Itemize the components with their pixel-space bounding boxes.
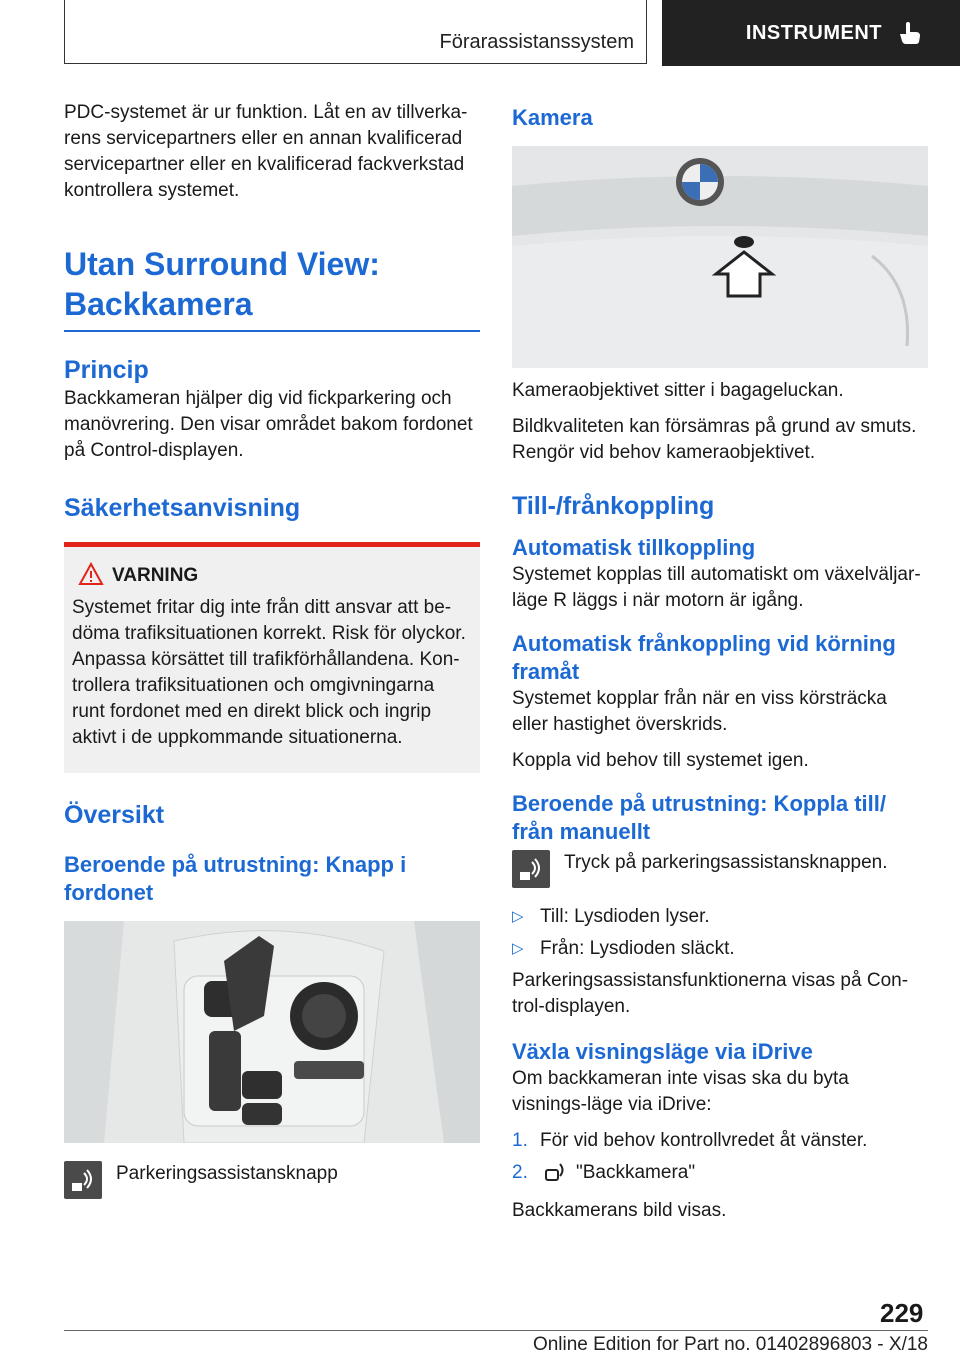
page-number: 229 — [880, 1298, 924, 1328]
auto-on-heading: Automatisk tillkoppling — [512, 535, 756, 560]
list-item — [512, 936, 928, 962]
tailgate-camera-image — [512, 146, 928, 368]
main-heading — [64, 244, 480, 332]
triangle-bullet-icon: ▷ — [512, 940, 524, 957]
idrive-paragraph: Om backkameran inte visas ska du byta visnings-läge via iDrive: — [512, 1068, 849, 1115]
warning-triangle-icon — [78, 562, 104, 591]
step-item — [512, 1160, 928, 1192]
pointing-hand-icon — [896, 20, 922, 46]
parking-assist-icon — [512, 850, 550, 888]
step-item — [512, 1128, 928, 1154]
right-column — [512, 100, 928, 1234]
principle-paragraph: Backkameran hjälper dig vid fickparkering och manövrering. Den visar området bakom fordonet på Control-displayen. — [64, 388, 473, 461]
auto-off-heading: Automatisk frånkoppling vid körning framåt — [512, 631, 896, 684]
toggle-heading: Till-/frånkoppling — [512, 492, 715, 520]
center-console-image — [64, 921, 480, 1143]
triangle-bullet-icon: ▷ — [512, 908, 524, 925]
warning-title: VARNING — [112, 565, 199, 586]
warning-text: Systemet fritar dig inte från ditt ansvar att be-döma trafiksituationen korrekt. Risk för olyckor. Anpassa körsättet till trafikförhållandena. Kon-trollera trafiksituationen och omgivningarna runt fordonet med en direkt blick och ingrip aktivt i de uppkommande situationerna. — [72, 597, 466, 748]
warning-box — [64, 542, 480, 773]
chapter-tab-label: INSTRUMENT — [745, 21, 882, 44]
camera-paragraph-1: Kameraobjektivet sitter i bagageluckan. — [512, 380, 844, 401]
idrive-heading: Växla visningsläge via iDrive — [512, 1039, 813, 1064]
manual-instruction-row — [512, 850, 928, 888]
manual-after-paragraph: Parkeringsassistansfunktionerna visas på Con-trol-displayen. — [512, 970, 909, 1017]
page-header — [0, 0, 960, 66]
button-caption-row — [64, 1161, 480, 1199]
main-heading-line2: Backkamera — [64, 286, 253, 322]
section-title: Förarassistanssystem — [64, 0, 647, 64]
main-heading-line1: Utan Surround View: — [64, 246, 380, 282]
list-item — [512, 904, 928, 930]
camera-paragraph-2: Bildkvaliteten kan försämras på grund av smuts. Rengör vid behov kameraobjektivet. — [512, 416, 917, 463]
button-caption: Parkeringsassistansknapp — [116, 1163, 338, 1184]
list-item-text: Från: Lysdioden släckt. — [540, 938, 735, 959]
overview-heading: Översikt — [64, 801, 165, 829]
car-parking-icon — [540, 1160, 576, 1192]
step-text: För vid behov kontrollvredet åt vänster. — [540, 1130, 868, 1151]
footer-divider — [64, 1330, 928, 1331]
step-number: 1. — [512, 1130, 528, 1151]
chapter-tab — [662, 0, 960, 66]
safety-heading: Säkerhetsanvisning — [64, 494, 301, 522]
parking-assist-icon — [64, 1161, 102, 1199]
left-column — [64, 100, 480, 1199]
overview-subheading: Beroende på utrustning: Knapp i fordonet — [64, 852, 407, 905]
idrive-after-paragraph: Backkamerans bild visas. — [512, 1200, 727, 1221]
step-text: "Backkamera" — [576, 1162, 696, 1183]
list-item-text: Till: Lysdioden lyser. — [540, 906, 710, 927]
manual-heading: Beroende på utrustning: Koppla till/ från manuellt — [512, 791, 886, 844]
auto-off-paragraph: Systemet kopplar från när en viss körsträcka eller hastighet överskrids. — [512, 688, 887, 735]
principle-heading: Princip — [64, 356, 149, 384]
intro-paragraph: PDC-systemet är ur funktion. Låt en av tillverka-rens servicepartners eller en annan kvalificerad servicepartner eller en kvalificerad fackverkstad kontrollera systemet. — [64, 102, 468, 201]
auto-off-paragraph-2: Koppla vid behov till systemet igen. — [512, 750, 809, 771]
step-number: 2. — [512, 1162, 528, 1183]
edition-text: Online Edition for Part no. 01402896803 - X/18 — [532, 1334, 928, 1355]
manual-instruction-text: Tryck på parkeringsassistansknappen. — [564, 852, 888, 873]
camera-heading: Kamera — [512, 105, 593, 130]
auto-on-paragraph: Systemet kopplas till automatiskt om växelväljar-läge R läggs i när motorn är igång. — [512, 564, 921, 611]
